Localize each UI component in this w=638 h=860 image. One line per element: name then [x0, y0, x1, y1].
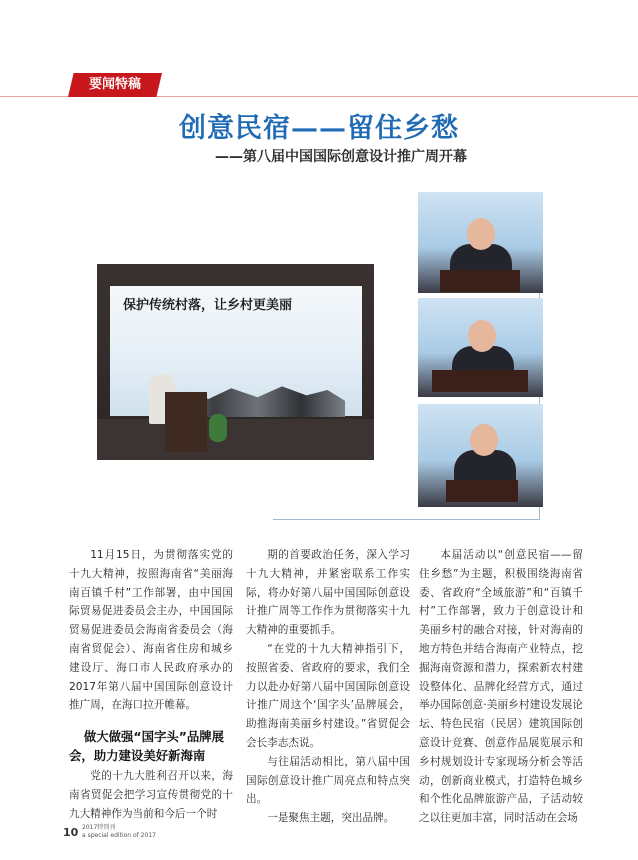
speaker-photo-3 [418, 404, 543, 507]
speaker-head [467, 218, 495, 250]
page-title: 创意民宿——留住乡愁 [179, 113, 459, 144]
paragraph: 本届活动以“创意民宿——留住乡愁”为主题，积极围绕海南省委、省政府“全域旅游”和“百镇千村”工作部署，致力于创意设计和美丽乡村的融合对接，针对海南的地方特色并结合海南产业特点，挖掘海南资源和潜力，探索新农村建设整体化、品牌化经营方式，通过举办国际创意·美丽乡村建设发展论坛、特色民宿（民居）建筑国际创意设计竞赛、创意作品展览展示和乡村规划设计专家现场分析会等活动，创新商业模式，打造特色城乡和个性化品牌旅游产品，子活动较之以往更加丰富，同时活动在会场 [419, 549, 583, 825]
paragraph: 与往届活动相比，第八届中国国际创意设计推广周亮点和特点突出。 [246, 755, 410, 806]
lectern [446, 480, 518, 502]
paragraph: “在党的十九大精神指引下，按照省委、省政府的要求，我们全力以赴办好第八届中国国际创意设计推广周这个‘国字头’品牌展会，助推海南美丽乡村建设。”省贸促会会长李志杰说。 [246, 642, 410, 749]
footer-caption [82, 824, 156, 840]
stage-floor [97, 419, 374, 460]
speaker-head [468, 320, 496, 352]
paragraph: 党的十九大胜利召开以来，海南省贸促会把学习宣传贯彻党的十九大精神作为当前和今后一个时 [69, 770, 233, 820]
screen-slogan: 保护传统村落，让乡村更美丽 [123, 298, 293, 313]
stage-plant [209, 414, 227, 442]
article-column-3 [419, 546, 583, 828]
main-photo [97, 264, 374, 460]
article-column-1 [69, 546, 233, 824]
page-subtitle: ——第八届中国国际创意设计推广周开幕 [215, 149, 467, 165]
speaker-photo-1 [418, 192, 543, 293]
speaker-head [470, 424, 498, 456]
speaker-photo-2 [418, 298, 543, 397]
page-number: 10 [63, 826, 79, 839]
paragraph: 一是聚焦主题，突出品牌。 [267, 812, 395, 825]
lectern [440, 270, 520, 292]
section-tag: 要闻特稿 [88, 77, 141, 92]
podium [165, 392, 207, 452]
paragraph: 11月15日，为贯彻落实党的十九大精神，按照海南省“美丽海南百镇千村”工作部署，由中国国际贸易促进委员会主办，中国国际贸易促进委员会海南省委员会（海南省贸促会）、海南省住房和城乡建设厅、海口市人民政府承办的2017年第八届中国国际创意设计推广周，在海口拉开帷幕。 [69, 549, 233, 712]
article-column-2 [246, 546, 410, 828]
lectern [432, 370, 528, 392]
footer-line-2: a special edition of 2017 [82, 832, 156, 839]
paragraph: 期的首要政治任务，深入学习十九大精神，并紧密联系工作实际，将办好第八届中国国际创意设计推广周等工作作为贯彻落实十九大精神的重要抓手。 [246, 549, 410, 637]
footer-line-1: 2017特别刊 [82, 824, 116, 831]
section-heading: 做大做强“国字头”品牌展会，助力建设美好新海南 [69, 729, 225, 764]
